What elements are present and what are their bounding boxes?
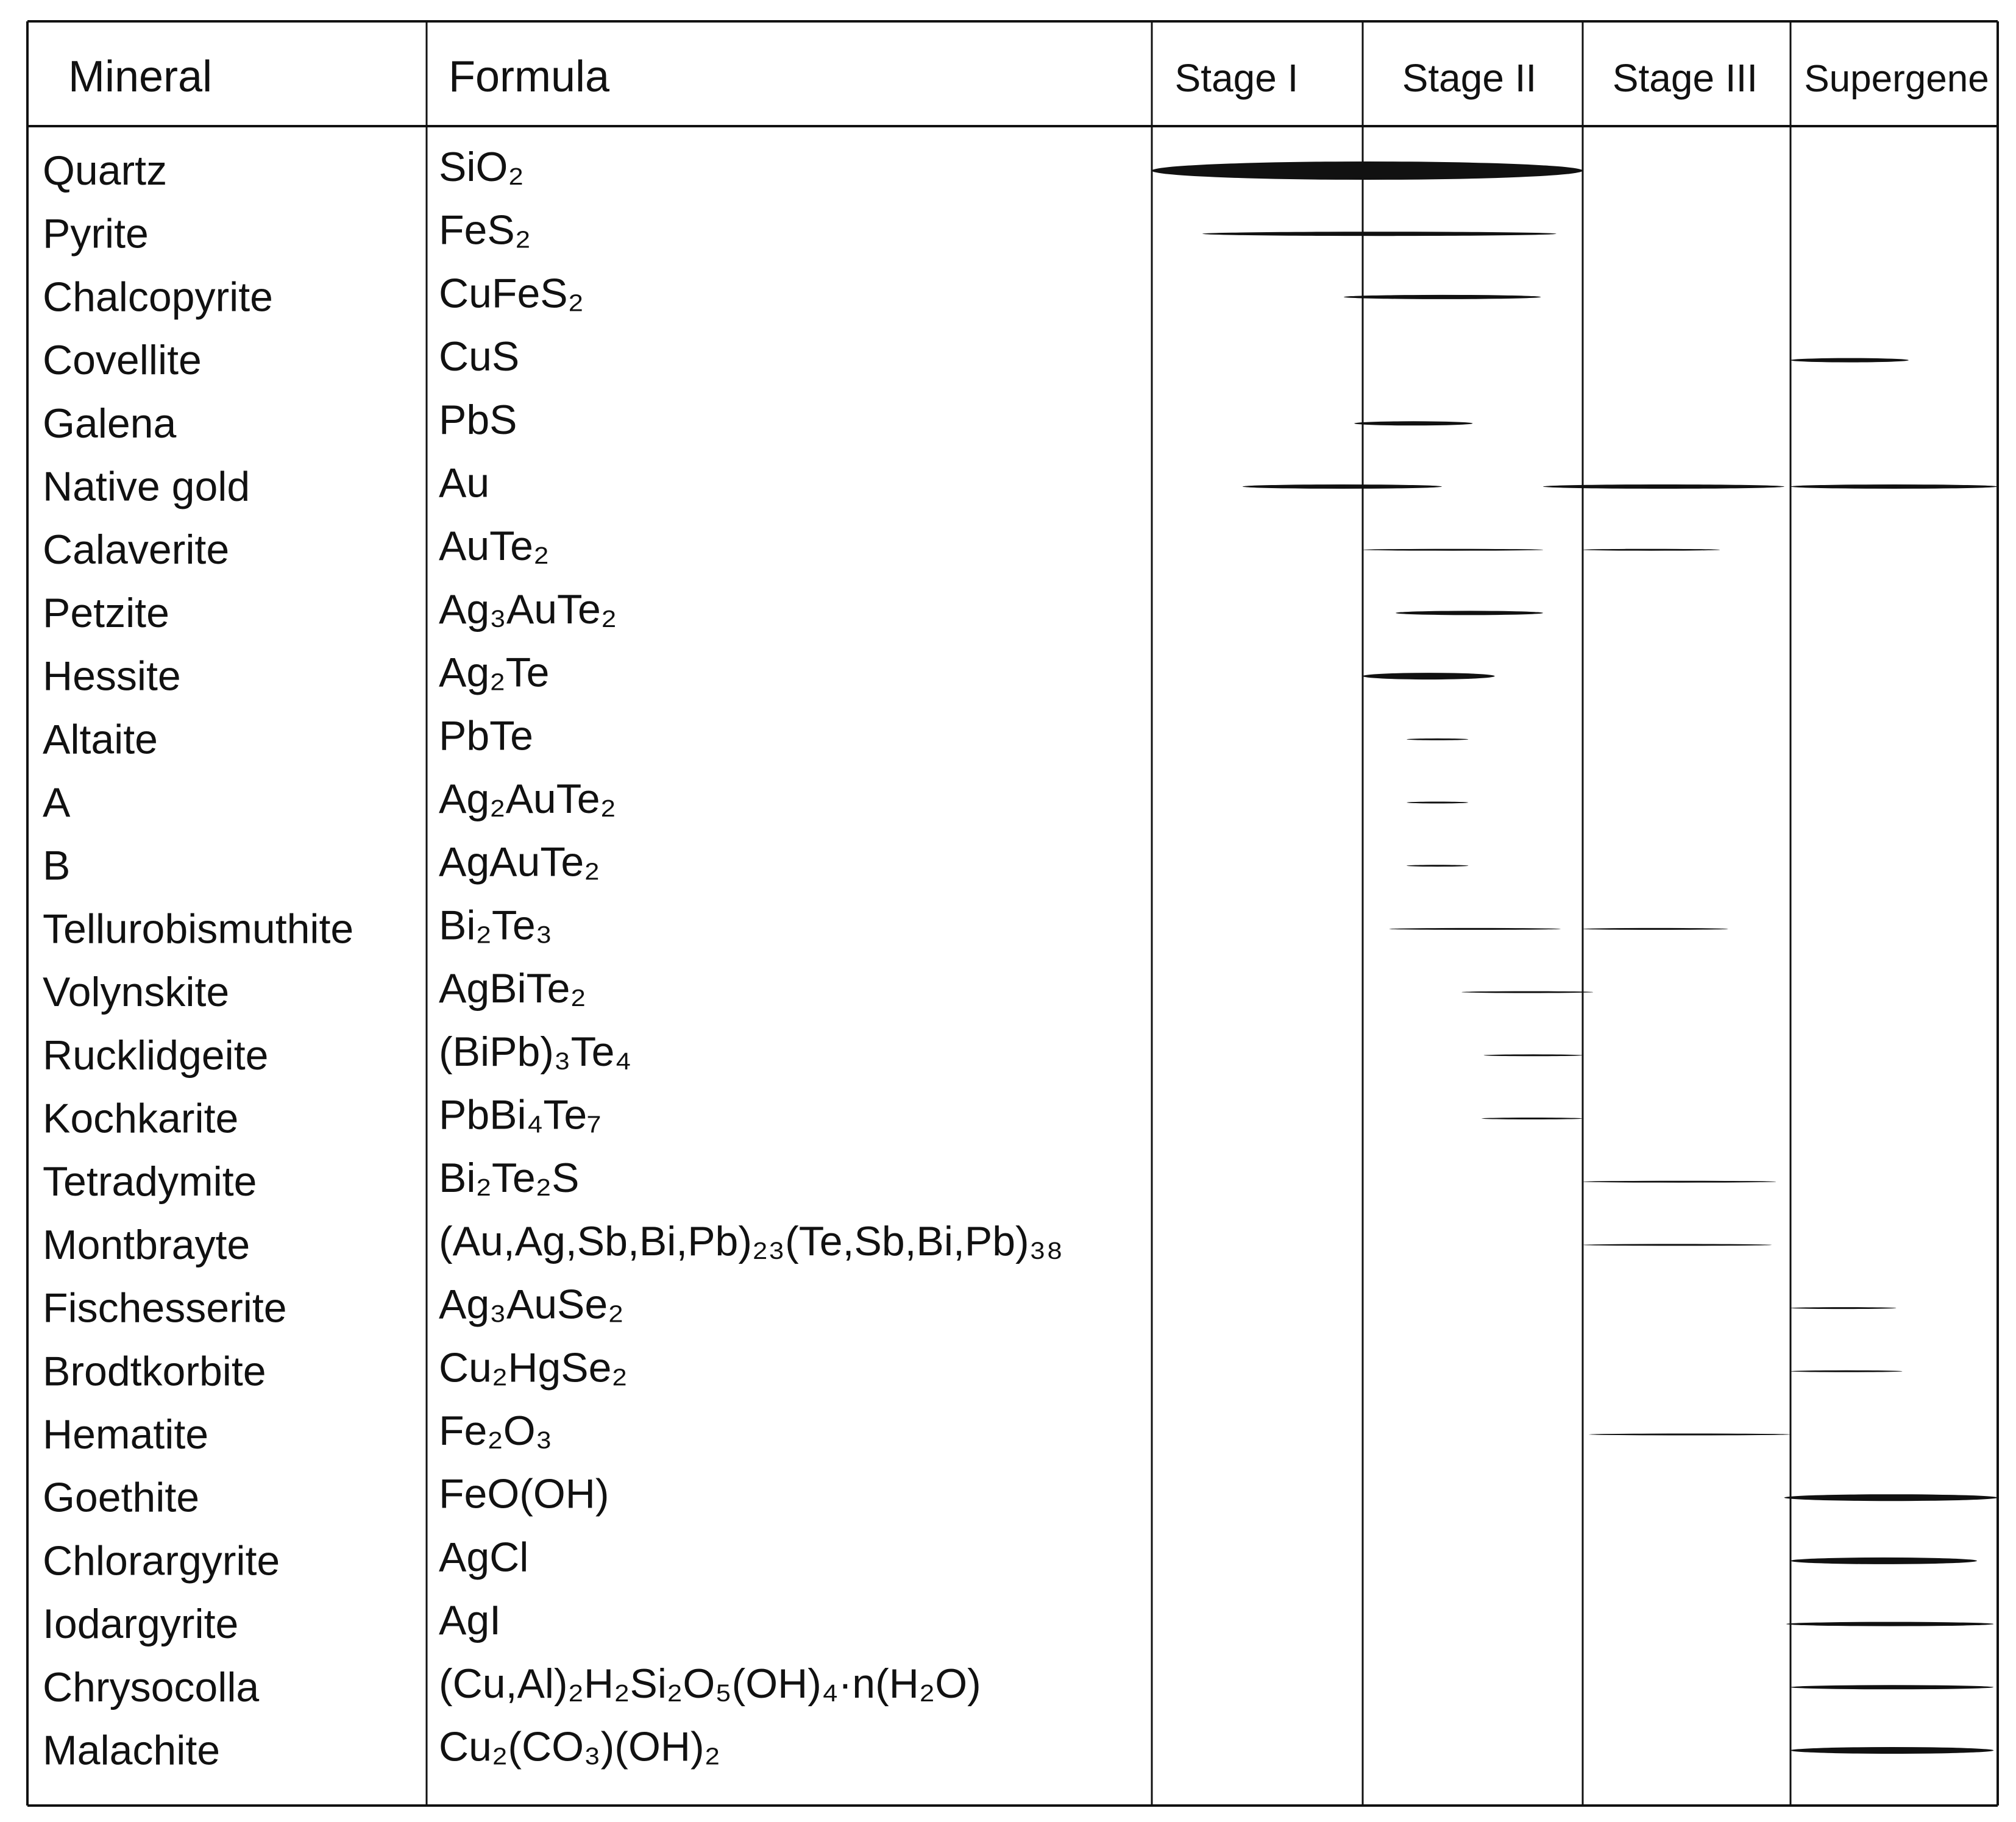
header-mineral: Mineral <box>68 52 213 101</box>
mineral-formula: AgI <box>439 1597 502 1644</box>
mineral-formula: (BiPb)₃Te₄ <box>439 1028 632 1075</box>
mineral-name: Hematite <box>43 1411 209 1458</box>
stage-bar <box>1484 1054 1583 1056</box>
mineral-formula: Cu₂HgSe₂ <box>439 1344 628 1391</box>
mineral-name: Tetradymite <box>43 1158 257 1205</box>
stage-bar <box>1543 484 1784 489</box>
stage-bar <box>1786 1622 1993 1626</box>
stage-bar <box>1791 1747 1993 1754</box>
stage-bar <box>1583 1244 1772 1246</box>
header-stage-2: Stage II <box>1402 56 1537 100</box>
stage-bars <box>1152 161 1998 1754</box>
stage-bar <box>1791 1685 1993 1689</box>
stage-bar <box>1583 1181 1776 1183</box>
mineral-formula: Au <box>439 459 490 506</box>
stage-bar <box>1791 358 1909 363</box>
mineral-name: A <box>43 779 71 826</box>
mineral-name: Chlorargyrite <box>43 1537 280 1584</box>
mineral-name: Rucklidgeite <box>43 1032 269 1079</box>
mineral-formula: Ag₂Te <box>439 649 550 696</box>
mineral-formula: AgAuTe₂ <box>439 838 600 885</box>
header-stage-1: Stage I <box>1174 56 1299 100</box>
mineral-formula: (Cu,Al)₂H₂Si₂O₅(OH)₄·n(H₂O) <box>439 1660 981 1707</box>
stage-bar <box>1363 549 1543 551</box>
mineral-formula: PbS <box>439 396 517 443</box>
mineral-name: Brodtkorbite <box>43 1348 266 1395</box>
stage-bar <box>1354 421 1472 425</box>
header-stage-supergene: Supergene <box>1804 58 1989 100</box>
stage-bar <box>1791 1370 1903 1372</box>
mineral-name: Altaite <box>43 716 158 763</box>
mineral-name: Kochkarite <box>43 1095 239 1142</box>
stage-bar <box>1791 484 1998 489</box>
mineral-formula: (Au,Ag,Sb,Bi,Pb)₂₃(Te,Sb,Bi,Pb)₃₈ <box>439 1218 1063 1264</box>
mineral-formula: PbTe <box>439 712 533 759</box>
stage-bar <box>1407 739 1468 740</box>
stage-bar <box>1784 1494 1998 1501</box>
stage-bar <box>1407 802 1468 804</box>
mineral-name: Goethite <box>43 1474 200 1521</box>
mineral-name: Chrysocolla <box>43 1664 260 1710</box>
stage-bar <box>1589 1434 1791 1436</box>
mineral-formula: Bi₂Te₂S <box>439 1155 580 1202</box>
stage-bar <box>1243 484 1442 489</box>
mineral-formula: Cu₂(CO₃)(OH)₂ <box>439 1723 720 1770</box>
stage-bar <box>1363 673 1495 679</box>
mineral-name: Pyrite <box>43 210 149 257</box>
stage-bar <box>1482 1118 1583 1119</box>
mineral-name: Petzite <box>43 589 169 636</box>
mineral-formula: Fe₂O₃ <box>439 1408 553 1454</box>
mineral-formula: AgBiTe₂ <box>439 965 586 1012</box>
stage-bar <box>1152 161 1583 180</box>
stage-bar <box>1583 549 1720 551</box>
mineral-formula: FeS₂ <box>439 207 531 253</box>
mineral-name: Chalcopyrite <box>43 274 273 321</box>
header-stage-3: Stage III <box>1612 56 1758 100</box>
stage-bar <box>1583 928 1728 930</box>
mineral-name: Hessite <box>43 653 181 700</box>
table-body <box>43 144 1063 1774</box>
mineral-name: Native gold <box>43 463 250 510</box>
stage-bar <box>1396 611 1543 615</box>
mineral-name: Iodargyrite <box>43 1601 239 1648</box>
stage-bar <box>1461 991 1593 993</box>
mineral-formula: Ag₃AuTe₂ <box>439 586 617 633</box>
mineral-name: Quartz <box>43 147 168 194</box>
stage-bar <box>1791 1307 1896 1309</box>
mineral-name: Calaverite <box>43 526 230 573</box>
mineral-name: Fischesserite <box>43 1285 287 1331</box>
header-formula: Formula <box>449 52 610 101</box>
stage-bar <box>1202 232 1556 236</box>
mineral-name: Covellite <box>43 337 202 384</box>
mineral-name: Galena <box>43 400 177 447</box>
mineral-formula: PbBi₄Te₇ <box>439 1091 602 1138</box>
stage-bar <box>1344 295 1541 299</box>
mineral-formula: CuFeS₂ <box>439 270 584 317</box>
mineral-formula: Ag₂AuTe₂ <box>439 776 616 822</box>
mineral-name: Montbrayte <box>43 1221 250 1268</box>
mineral-name: Tellurobismuthite <box>43 906 354 952</box>
mineral-formula: CuS <box>439 333 520 380</box>
mineral-formula: Ag₃AuSe₂ <box>439 1281 624 1328</box>
mineral-name: B <box>43 842 71 889</box>
mineral-name: Volynskite <box>43 969 230 1016</box>
mineral-formula: FeO(OH) <box>439 1470 609 1517</box>
mineral-formula: Bi₂Te₃ <box>439 902 553 949</box>
stage-bar <box>1407 865 1468 867</box>
table-header <box>68 52 1989 101</box>
mineral-formula: SiO₂ <box>439 144 524 190</box>
mineral-name: Malachite <box>43 1727 221 1774</box>
mineral-formula: AgCl <box>439 1534 529 1581</box>
stage-bar <box>1389 928 1561 930</box>
mineral-formula: AuTe₂ <box>439 523 550 570</box>
stage-bar <box>1791 1558 1977 1564</box>
